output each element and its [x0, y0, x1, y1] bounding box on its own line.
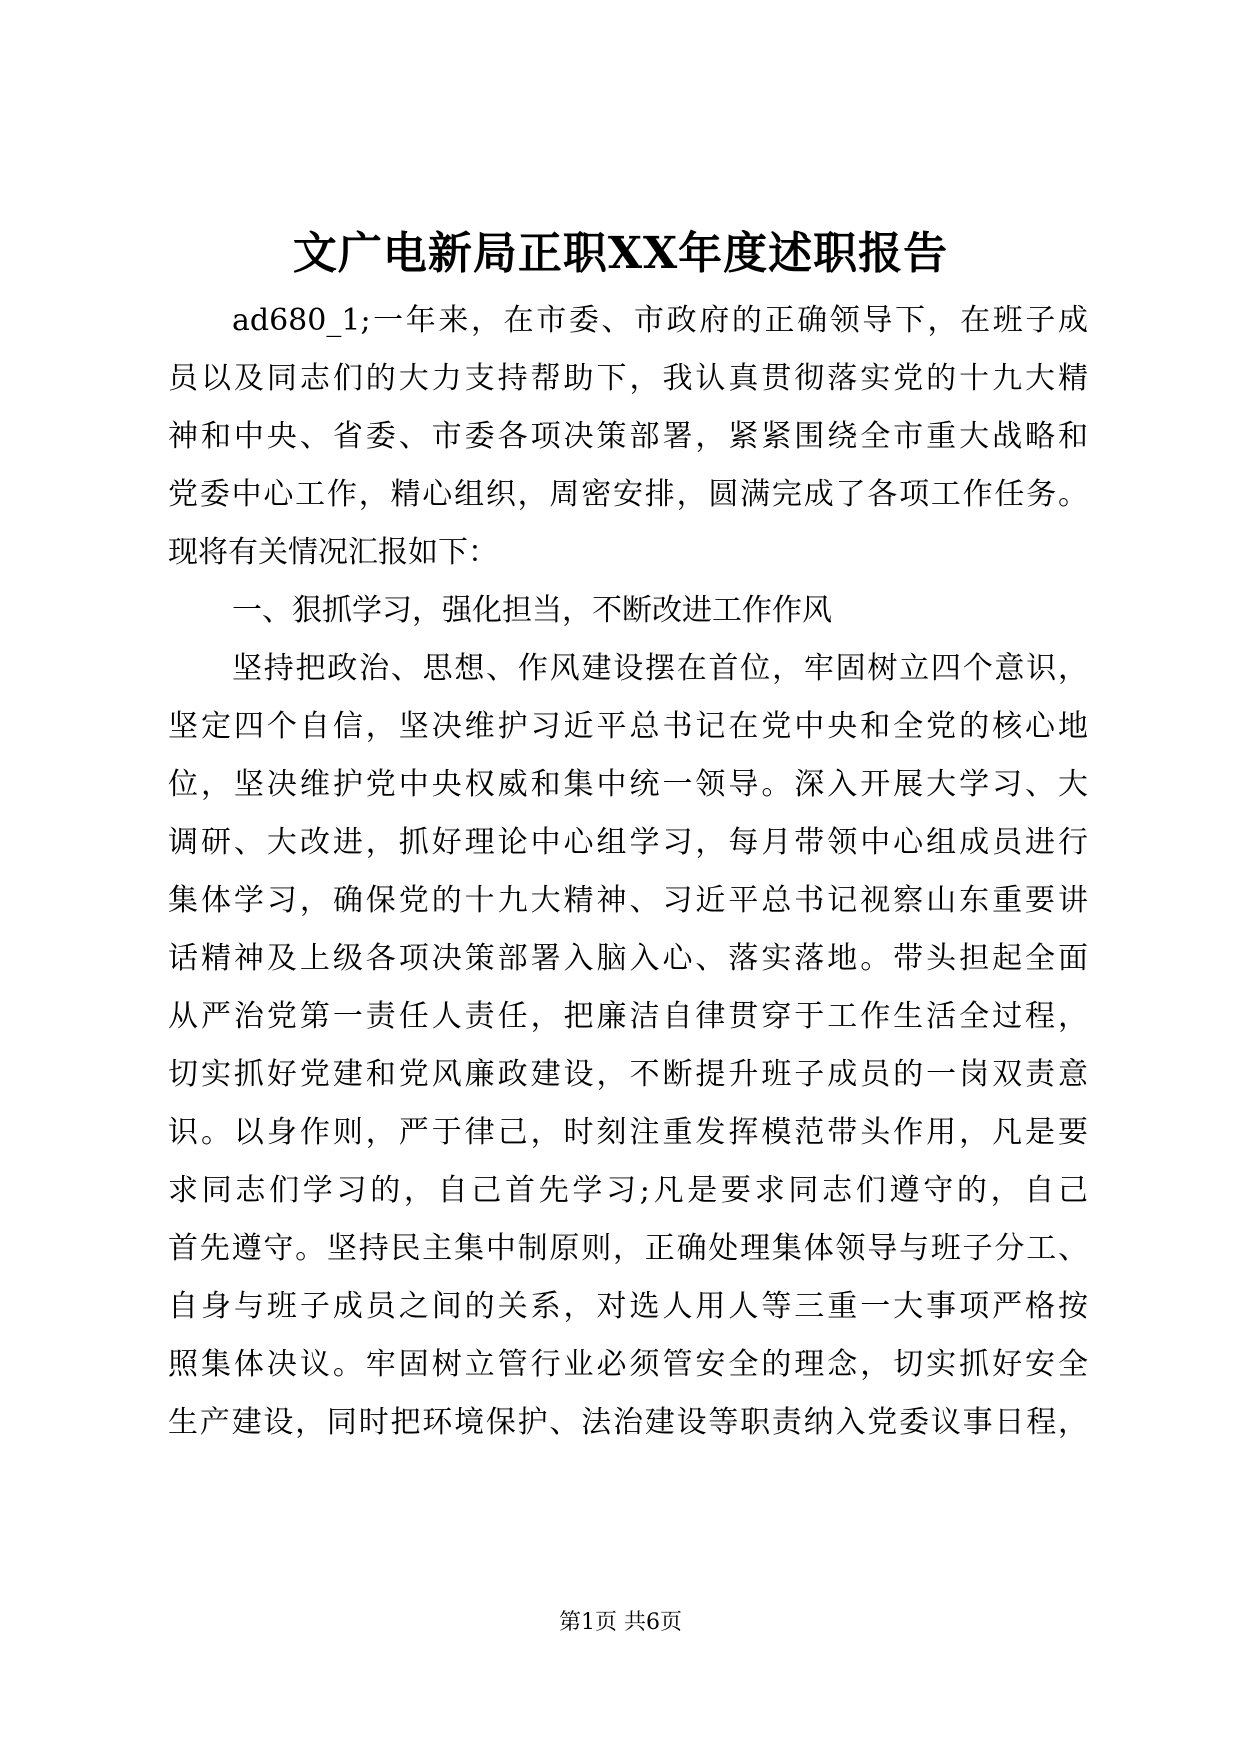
paragraph-line: 识。以身作则，严于律己，时刻注重发挥模范带头作用，凡是要	[168, 1115, 1088, 1150]
paragraph-line: 党委中心工作，精心组织，周密安排，圆满完成了各项工作任务。	[168, 477, 1088, 512]
paragraph-line: 切实抓好党建和党风廉政建设，不断提升班子成员的一岗双责意	[168, 1057, 1088, 1092]
document-body	[168, 292, 1088, 1452]
paragraph-line: 首先遵守。坚持民主集中制原则，正确处理集体领导与班子分工、	[168, 1231, 1088, 1266]
paragraph-line: 坚持把政治、思想、作风建设摆在首位，牢固树立四个意识，	[232, 651, 1088, 686]
document-title: 文广电新局正职XX年度述职报告	[292, 228, 949, 279]
paragraph-line: 照集体决议。牢固树立管行业必须管安全的理念，切实抓好安全	[168, 1347, 1088, 1382]
paragraph-line: 从严治党第一责任人责任，把廉洁自律贯穿于工作生活全过程，	[168, 999, 1088, 1034]
paragraph-line: 神和中央、省委、市委各项决策部署，紧紧围绕全市重大战略和	[168, 419, 1088, 454]
paragraph-line: 员以及同志们的大力支持帮助下，我认真贯彻落实党的十九大精	[168, 361, 1088, 396]
section-heading: 一、狠抓学习，强化担当，不断改进工作作风	[232, 593, 832, 628]
paragraph-line: ad680_1;一年来，在市委、市政府的正确领导下，在班子成	[232, 303, 1088, 338]
paragraph-line: 话精神及上级各项决策部署入脑入心、落实落地。带头担起全面	[168, 941, 1088, 976]
paragraph-line: 位，坚决维护党中央权威和集中统一领导。深入开展大学习、大	[168, 767, 1088, 802]
paragraph-line: 生产建设，同时把环境保护、法治建设等职责纳入党委议事日程，	[168, 1405, 1088, 1440]
paragraph-line: 坚定四个自信，坚决维护习近平总书记在党中央和全党的核心地	[168, 709, 1088, 744]
paragraph-line: 集体学习，确保党的十九大精神、习近平总书记视察山东重要讲	[168, 883, 1088, 918]
paragraph-line: 调研、大改进，抓好理论中心组学习，每月带领中心组成员进行	[168, 825, 1088, 860]
paragraph-line: 现将有关情况汇报如下：	[168, 535, 498, 570]
paragraph-line: 求同志们学习的，自己首先学习;凡是要求同志们遵守的，自己	[168, 1173, 1088, 1208]
paragraph-line: 自身与班子成员之间的关系，对选人用人等三重一大事项严格按	[168, 1289, 1088, 1324]
page-number-footer: 第1页 共6页	[559, 1610, 682, 1635]
